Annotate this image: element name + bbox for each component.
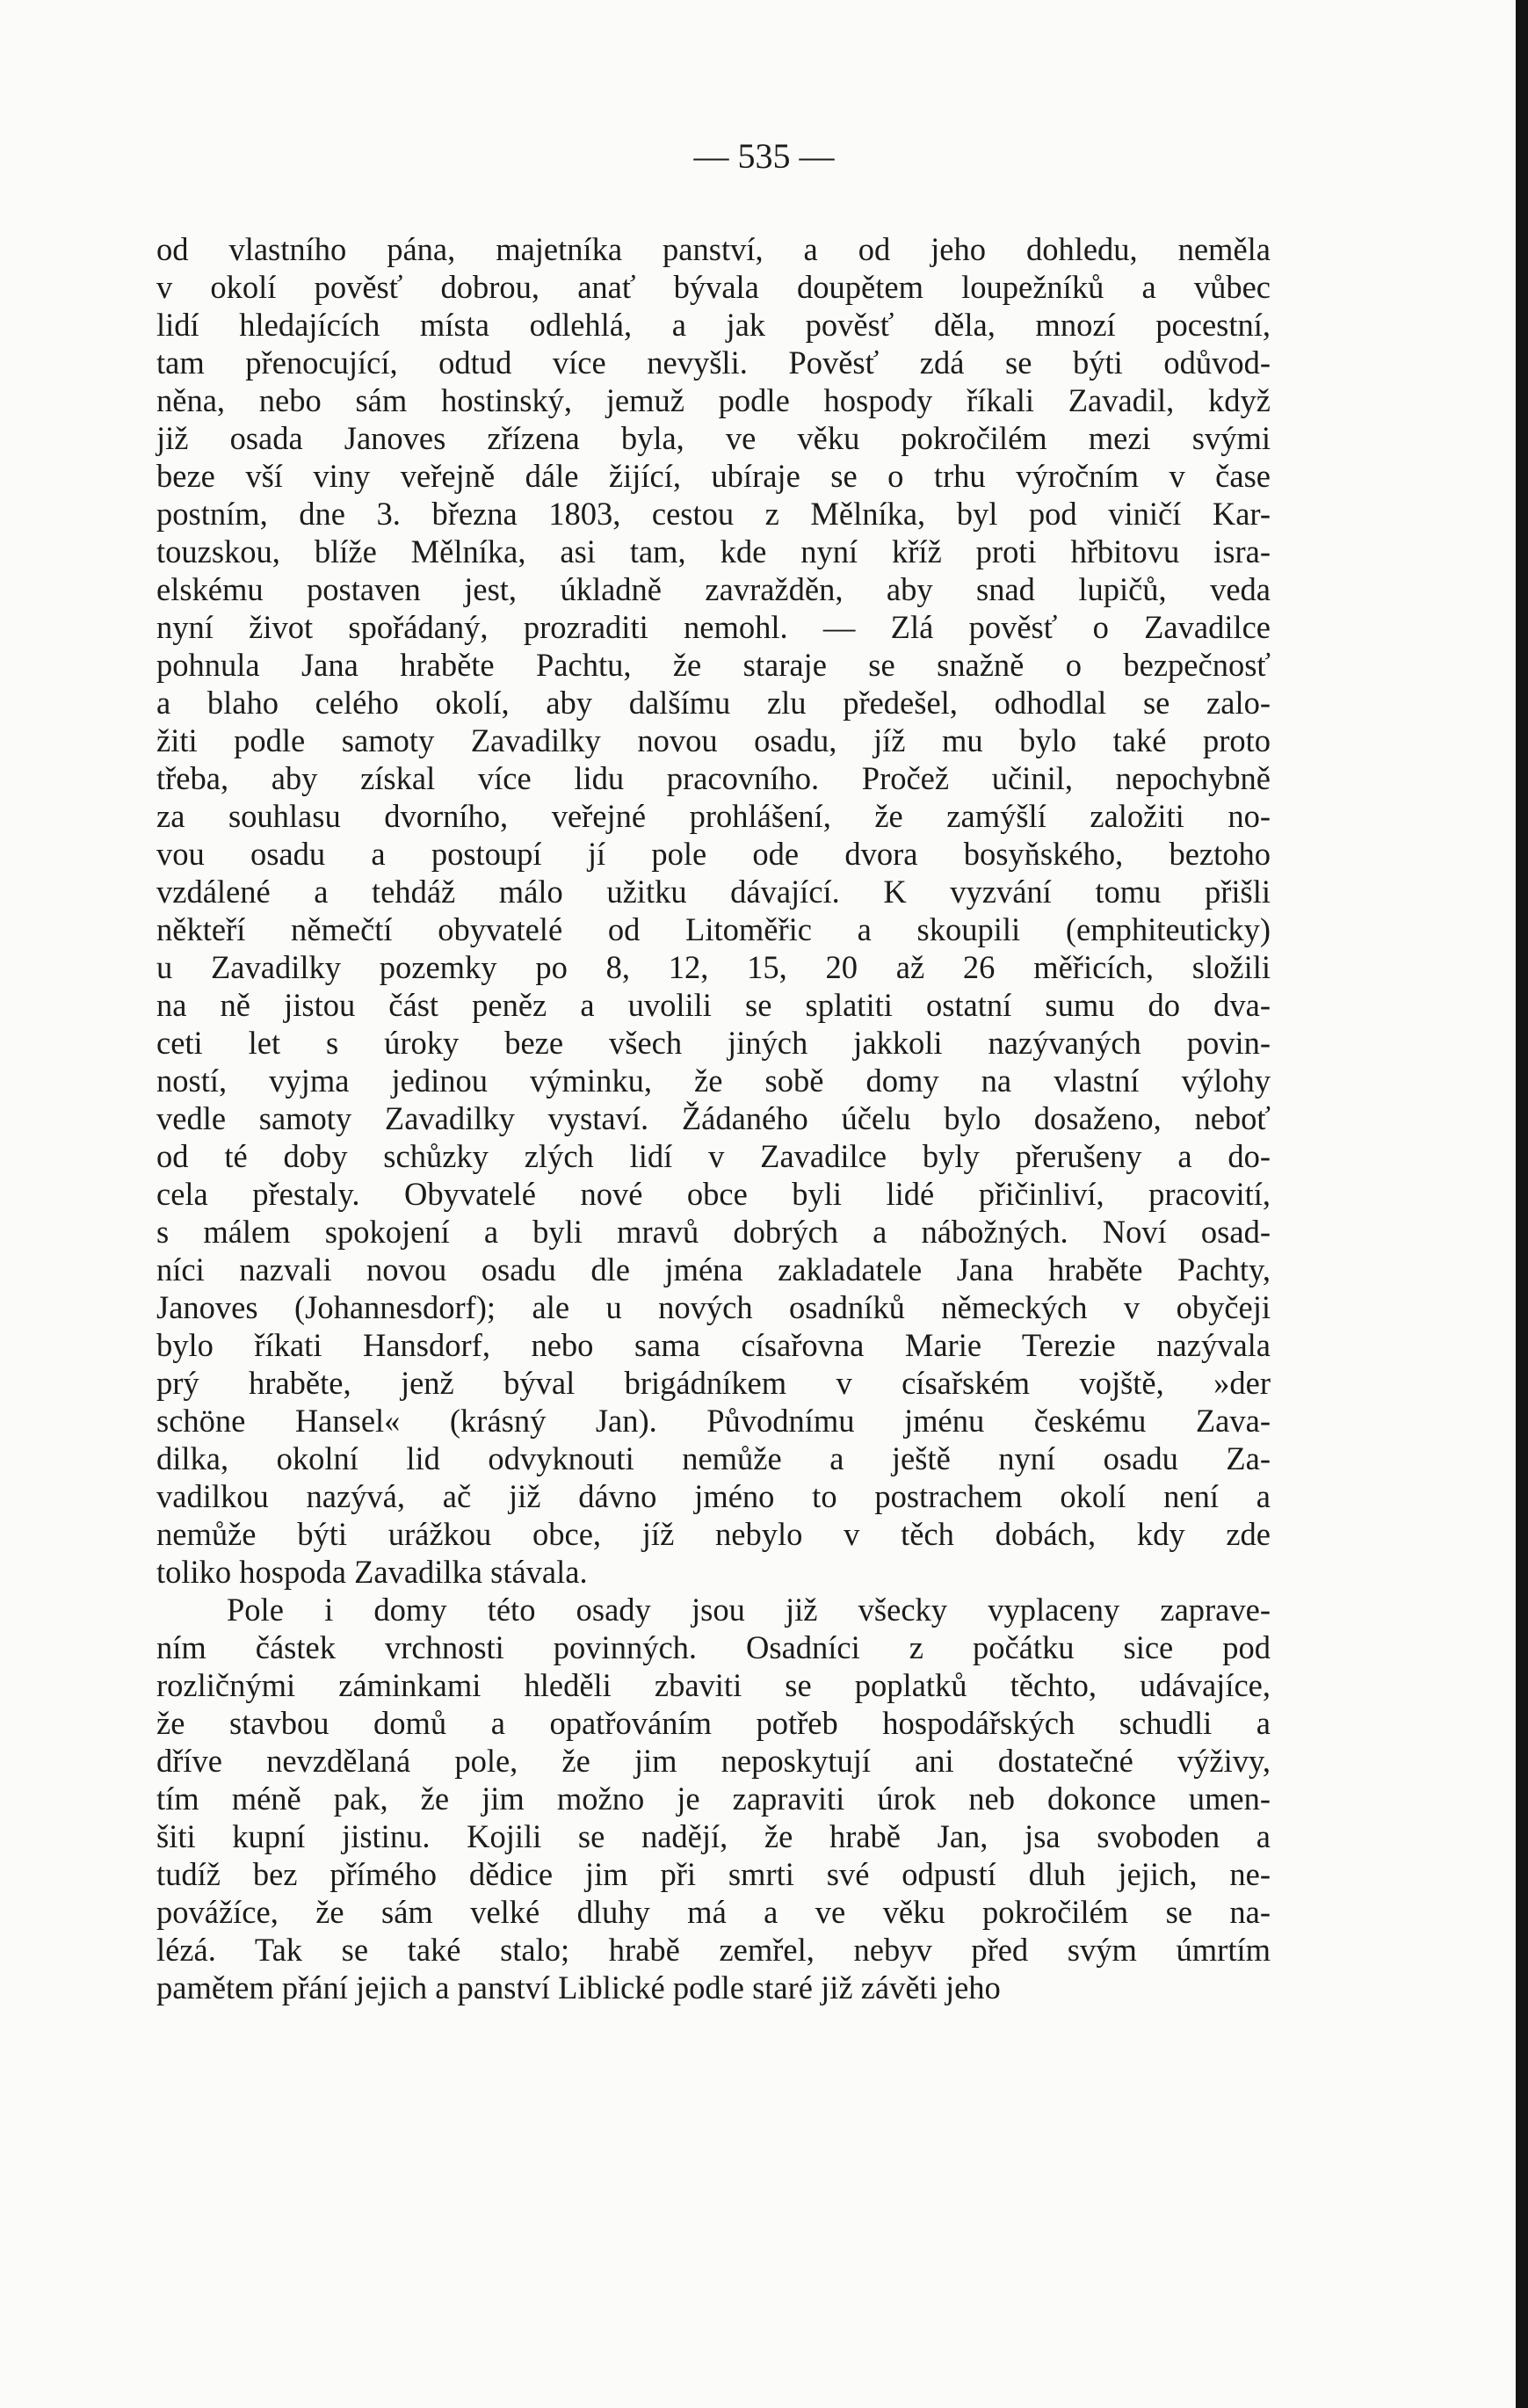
text-line: Janoves (Johannesdorf); ale u nových osadníků německých v obyčeji <box>156 1289 1271 1325</box>
text-line: toliko hospoda Zavadilka stávala. <box>156 1554 588 1590</box>
text-line: bylo říkati Hansdorf, nebo sama císařovna Marie Terezie nazývala <box>156 1327 1271 1363</box>
text-line: vou osadu a postoupí jí pole ode dvora bosyňského, beztoho <box>156 836 1271 872</box>
text-line: vedle samoty Zavadilky vystaví. Žádaného účelu bylo dosaženo, neboť <box>156 1100 1271 1136</box>
text-line: s málem spokojení a byli mravů dobrých a nábožných. Noví osad- <box>156 1214 1271 1250</box>
text-line: vzdálené a tehdáž málo užitku dávající. K vyzvání tomu přišli <box>156 874 1271 910</box>
text-line: cela přestaly. Obyvatelé nové obce byli lidé přičinliví, pracovití, <box>156 1176 1271 1212</box>
text-line: prý hraběte, jenž býval brigádníkem v císařském vojště, »der <box>156 1365 1271 1401</box>
text-line: postním, dne 3. března 1803, cestou z Mělníka, byl pod viničí Kar- <box>156 496 1271 532</box>
text-line: a blaho celého okolí, aby dalšímu zlu předešel, odhodlal se zalo- <box>156 685 1271 721</box>
text-line: u Zavadilky pozemky po 8, 12, 15, 20 až 26 měřicích, složili <box>156 949 1271 985</box>
text-line: něna, nebo sám hostinský, jemuž podle hospody říkali Zavadil, když <box>156 382 1271 418</box>
page-number: — 535 — <box>693 136 835 176</box>
page-edge-shadow <box>1516 0 1528 2408</box>
text-line: nemůže býti urážkou obce, jíž nebylo v těch dobách, kdy zde <box>156 1516 1271 1552</box>
text-line: lidí hledajících místa odlehlá, a jak pověsť děla, mnozí pocestní, <box>156 307 1271 343</box>
text-line: touzskou, blíže Mělníka, asi tam, kde nyní kříž proti hřbitovu isra- <box>156 533 1271 569</box>
text-line: od vlastního pána, majetníka panství, a od jeho dohledu, neměla <box>156 231 1271 267</box>
text-line: že stavbou domů a opatřováním potřeb hospodářských schudli a <box>156 1705 1271 1741</box>
text-line: někteří němečtí obyvatelé od Litoměřic a skoupili (emphiteuticky) <box>156 911 1271 947</box>
text-line: schöne Hansel« (krásný Jan). Původnímu jménu českému Zava- <box>156 1403 1271 1439</box>
text-line: od té doby schůzky zlých lidí v Zavadilce byly přerušeny a do- <box>156 1138 1271 1174</box>
text-line: za souhlasu dvorního, veřejné prohlášení, že zamýšlí založiti no- <box>156 798 1271 834</box>
text-line: pamětem přání jejich a panství Liblické podle staré již závěti jeho <box>156 1969 1001 2005</box>
text-line: šiti kupní jistinu. Kojili se nadějí, že hrabě Jan, jsa svoboden a <box>156 1818 1271 1854</box>
text-line: povážíce, že sám velké dluhy má a ve věku pokročilém se na- <box>156 1894 1271 1930</box>
text-line: dříve nevzdělaná pole, že jim neposkytují ani dostatečné výživy, <box>156 1743 1271 1779</box>
text-line: rozličnými záminkami hleděli zbaviti se poplatků těchto, udávajíce, <box>156 1667 1271 1703</box>
text-line: třeba, aby získal více lidu pracovního. Pročež učinil, nepochybně <box>156 760 1271 796</box>
text-line: nyní život spořádaný, prozraditi nemohl. — Zlá pověsť o Zavadilce <box>156 609 1271 645</box>
text-line: ceti let s úroky beze všech jiných jakkoli nazývaných povin- <box>156 1025 1271 1061</box>
text-line: beze vší viny veřejně dále žijící, ubíraje se o trhu výročním v čase <box>156 458 1271 494</box>
text-line: ním částek vrchnosti povinných. Osadníci z počátku sice pod <box>156 1629 1271 1665</box>
text-line: ností, vyjma jedinou výminku, že sobě domy na vlastní výlohy <box>156 1063 1271 1099</box>
text-line: tam přenocující, odtud více nevyšli. Pověsť zdá se býti odůvod- <box>156 345 1271 381</box>
text-line: již osada Janoves zřízena byla, ve věku pokročilém mezi svými <box>156 420 1271 456</box>
text-line: tudíž bez přímého dědice jim při smrti své odpustí dluh jejich, ne- <box>156 1856 1271 1892</box>
paragraph-2 <box>156 1591 1271 2006</box>
text-line: dilka, okolní lid odvyknouti nemůže a ještě nyní osadu Za- <box>156 1440 1271 1476</box>
text-line: pohnula Jana hraběte Pachtu, že staraje se snažně o bezpečnosť <box>156 647 1271 683</box>
body-text <box>156 230 1271 2006</box>
text-line: v okolí pověsť dobrou, anať bývala doupětem loupežníků a vůbec <box>156 269 1271 305</box>
paragraph-1 <box>156 230 1271 1591</box>
text-line: níci nazvali novou osadu dle jména zakladatele Jana hraběte Pachty, <box>156 1251 1271 1287</box>
text-line: lézá. Tak se také stalo; hrabě zemřel, nebyv před svým úmrtím <box>156 1932 1271 1968</box>
text-line: Pole i domy této osady jsou již všecky vyplaceny zapravе- <box>227 1592 1271 1628</box>
text-line: žiti podle samoty Zavadilky novou osadu, jíž mu bylo také proto <box>156 722 1271 758</box>
text-line: elskému postaven jest, úkladně zavražděn, aby snad lupičů, veda <box>156 571 1271 607</box>
text-line: vadilkou nazývá, ač již dávno jméno to postrachem okolí není a <box>156 1478 1271 1514</box>
text-line: tím méně pak, že jim možno je zapraviti úrok neb dokonce umen- <box>156 1781 1271 1817</box>
text-line: na ně jistou část peněz a uvolili se splatiti ostatní sumu do dva- <box>156 987 1271 1023</box>
